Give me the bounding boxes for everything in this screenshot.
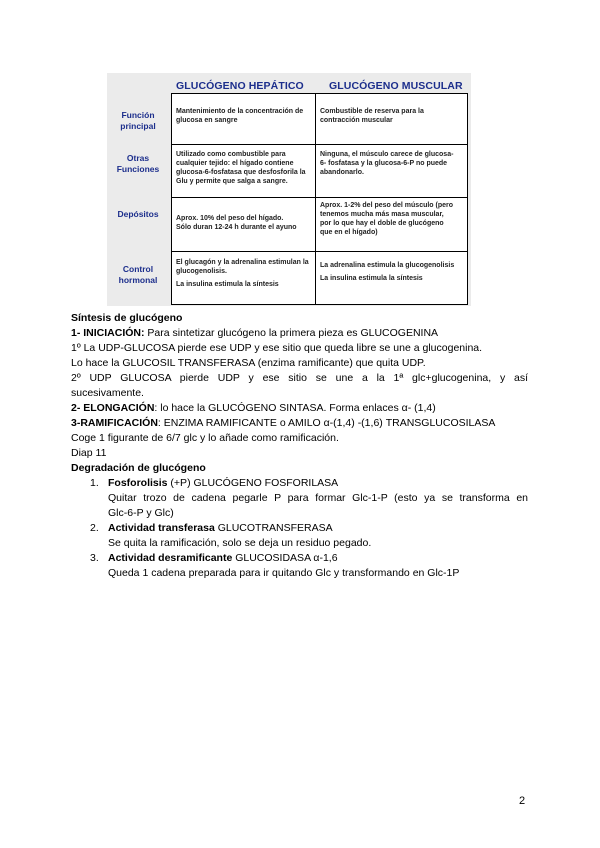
row-label-hormonal: Control hormonal	[118, 264, 158, 285]
list-item-detail: Quitar trozo de cadena pegarle P para formar Glc-1-P (esto ya se transforma en	[108, 492, 528, 504]
cell-hepatic-hormonal: El glucagón y la adrenalina estimulan la glucogenolisis. La insulina estimula la síntesis	[176, 259, 309, 288]
list-item-detail: Se quita la ramificación, solo se deja un residuo pegado.	[108, 537, 372, 549]
cell-muscular-function: Combustible de reserva para la contracción muscular	[320, 108, 424, 124]
initiation-line: 1- INICIACIÓN: Para sintetizar glucógeno la primera pieza es GLUCOGENINA	[71, 327, 439, 339]
cell-muscular-other: Ninguna, el músculo carece de glucosa- 6- fosfatasa y la glucosa-6-P no puede abandonarlo.	[320, 151, 454, 176]
paragraph-line: Lo hace la GLUCOSIL TRANSFERASA (enzima ramificante) que quita UDP.	[71, 357, 426, 369]
list-item-number: 2.	[90, 522, 99, 534]
list-item: Actividad desramificante GLUCOSIDASA α-1,6	[108, 552, 338, 564]
row-divider	[172, 251, 467, 252]
page-number: 2	[519, 795, 526, 807]
glycogen-comparison-figure	[107, 73, 471, 306]
list-item-number: 1.	[90, 477, 99, 489]
header-muscular: GLUCÓGENO MUSCULAR	[329, 80, 463, 92]
ramification-line: 3-RAMIFICACIÓN: ENZIMA RAMIFICANTE o AMILO α-(1,4) -(1,6) TRANSGLUCOSILASA	[71, 417, 496, 429]
row-divider	[172, 197, 467, 198]
cell-hepatic-other: Utilizado como combustible para cualquier tejido: el hígado contiene glucosa-6-fosfatasa que desfosforila la Glu y permite que salga a sangre.	[176, 151, 306, 185]
slide-reference: Diap 11	[71, 447, 107, 459]
cell-hepatic-deposits: Aprox. 10% del peso del hígado. Sólo duran 12-24 h durante el ayuno	[176, 215, 297, 231]
list-item: Fosforolisis (+P) GLUCÓGENO FOSFORILASA	[108, 477, 339, 489]
cell-hepatic-function: Mantenimiento de la concentración de glucosa en sangre	[176, 108, 304, 124]
synthesis-title: Síntesis de glucógeno	[71, 312, 183, 324]
column-divider	[315, 94, 316, 304]
list-item-detail: Glc-6-P y Glc)	[108, 507, 174, 519]
row-label-other: Otras Funciones	[116, 153, 160, 174]
list-item-number: 3.	[90, 552, 99, 564]
header-hepatic: GLUCÓGENO HEPÁTICO	[176, 80, 304, 92]
paragraph-line: 1º La UDP-GLUCOSA pierde ese UDP y ese sitio que queda libre se une a glucogenina.	[71, 342, 483, 354]
paragraph-line: sucesivamente.	[71, 387, 144, 399]
paragraph-line: Coge 1 figurante de 6/7 glc y lo añade como ramificación.	[71, 432, 339, 444]
row-label-deposits: Depósitos	[117, 209, 159, 219]
row-label-function: Función principal	[120, 110, 156, 131]
comparison-grid	[171, 93, 468, 305]
list-item-detail: Queda 1 cadena preparada para ir quitando Glc y transformando en Glc-1P	[108, 567, 460, 579]
row-divider	[172, 144, 467, 145]
list-item: Actividad transferasa GLUCOTRANSFERASA	[108, 522, 333, 534]
degradation-title: Degradación de glucógeno	[71, 462, 206, 474]
cell-muscular-hormonal: La adrenalina estimula la glucogenolisis La insulina estimula la síntesis	[320, 262, 455, 282]
cell-muscular-deposits: Aprox. 1-2% del peso del músculo (pero tenemos mucha más masa muscular, por lo que hay el doble de glucógeno que en el hígado)	[320, 202, 454, 236]
elongation-line: 2- ELONGACIÓN: lo hace la GLUCÓGENO SINTASA. Forma enlaces α- (1,4)	[71, 402, 436, 414]
paragraph-line-justified: 2º UDP GLUCOSA pierde UDP y ese sitio se une a la 1ª glc+glucogenina, y así	[71, 372, 528, 384]
